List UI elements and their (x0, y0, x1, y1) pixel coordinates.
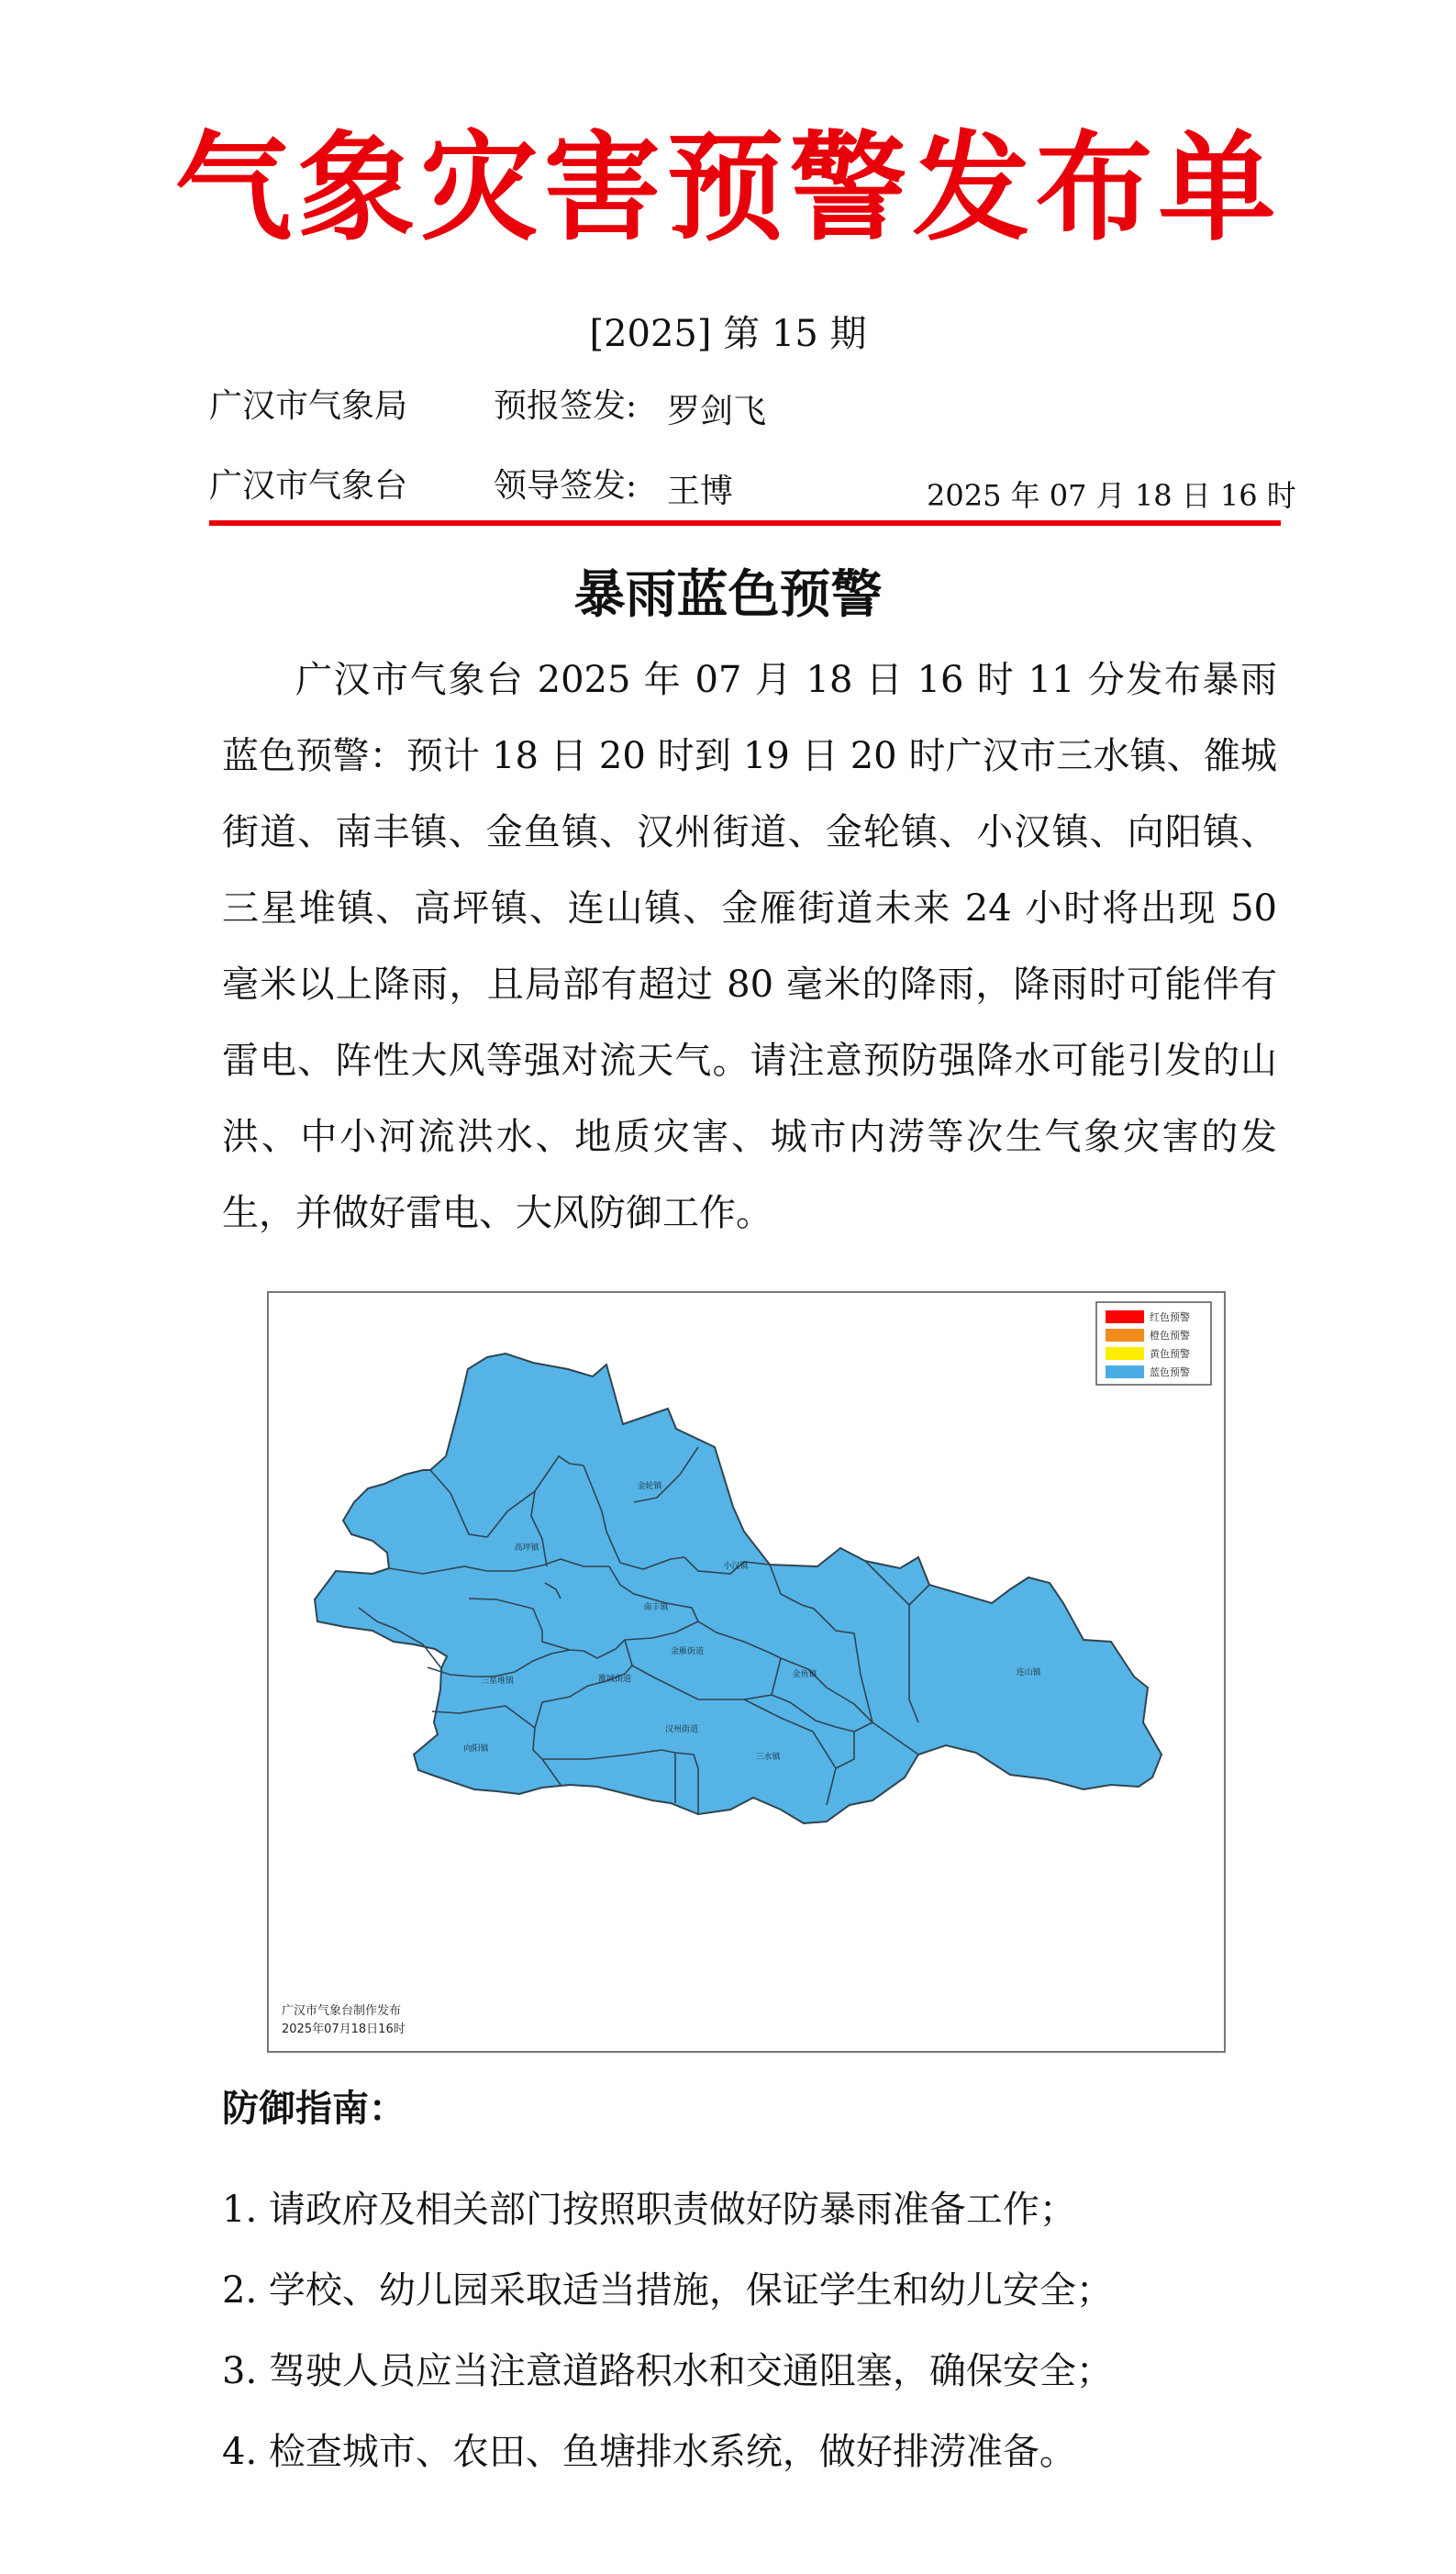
alert-title: 暴雨蓝色预警 (573, 564, 883, 625)
map-legend (1096, 1302, 1211, 1385)
guide-heading: 防御指南： (222, 2088, 406, 2130)
legend-label-yellow: 黄色预警 (1150, 1348, 1190, 1360)
legend-swatch-orange (1106, 1329, 1144, 1342)
region-label-jinlun: 金轮镇 (637, 1482, 662, 1491)
guide-item-4: 4. 检查城市、农田、鱼塘排水系统，做好排涝准备。 (222, 2431, 1076, 2473)
region-label-sanxingdui: 三星堆镇 (480, 1677, 515, 1686)
leader-signer-name: 王博 (667, 473, 734, 510)
issue-datetime: 2025 年 07 月 18 日 16 时 (927, 478, 1296, 513)
forecast-signer-label: 预报签发: (494, 387, 638, 425)
issuer-org-station: 广汉市气象台 (209, 467, 408, 505)
region-label-gaoping: 高坪镇 (514, 1543, 539, 1553)
guide-item-1: 1. 请政府及相关部门按照职责做好防暴雨准备工作； (222, 2189, 1076, 2231)
region-label-jinyu: 金鱼镇 (792, 1670, 817, 1679)
legend-swatch-yellow (1106, 1347, 1144, 1360)
forecast-signer-name: 罗剑飞 (667, 393, 767, 430)
leader-signer-label: 领导签发: (494, 467, 638, 505)
legend-swatch-red (1106, 1310, 1144, 1323)
guide-item-3: 3. 驾驶人员应当注意道路积水和交通阻塞，确保安全； (222, 2350, 1113, 2392)
map-footer-issuer: 广汉市气象台制作发布 (282, 2004, 402, 2018)
region-label-xiaohan: 小汉镇 (723, 1562, 749, 1571)
region-label-xiangyang: 向阳镇 (463, 1744, 489, 1754)
alert-body: 广汉市气象台 2025 年 07 月 18 日 16 时 11 分发布暴雨蓝色预警：预计 18 日 20 时到 19 日 20 时广汉市三水镇、雒城街道、南丰镇、金鱼镇、汉州街道、金轮镇、小汉镇、向阳镇、三星堆镇、高坪镇、连山镇、金雁街道未来 24 小时将出现 50 毫米以上降雨，且局部有超过 80 毫米的降雨，降雨时可能伴有雷电、阵性大风等强对流天气。请注意预防强降水可能引发的山洪、中小河流洪水、地质灾害、城市内涝等次生气象灾害的发生，并做好雷电、大风防御工作。 (222, 659, 1277, 1234)
guide-item-2: 2. 学校、幼儿园采取适当措施，保证学生和幼儿安全； (222, 2269, 1113, 2312)
legend-label-blue: 蓝色预警 (1150, 1366, 1190, 1378)
region-label-nanfeng: 南丰镇 (643, 1603, 669, 1612)
region-label-hanzhou: 汉州街道 (664, 1725, 699, 1734)
region-label-luocheng: 雒城街道 (597, 1675, 632, 1684)
region-label-jinyan: 金雁街道 (670, 1647, 705, 1656)
issue-number: [2025] 第 15 期 (589, 313, 867, 355)
region-label-sanshui: 三水镇 (755, 1753, 781, 1762)
page-title: 气象灾害预警发布单 (174, 119, 1282, 257)
header-divider (209, 520, 1281, 526)
map-footer-time: 2025年07月18日16时 (282, 2022, 406, 2036)
issuer-org-bureau: 广汉市气象局 (209, 387, 408, 425)
region-label-lianshan: 连山镇 (1016, 1668, 1041, 1677)
legend-label-orange: 橙色预警 (1150, 1330, 1190, 1342)
warning-area-map (267, 1291, 1226, 2053)
legend-swatch-blue (1106, 1365, 1144, 1378)
legend-label-red: 红色预警 (1150, 1311, 1190, 1323)
